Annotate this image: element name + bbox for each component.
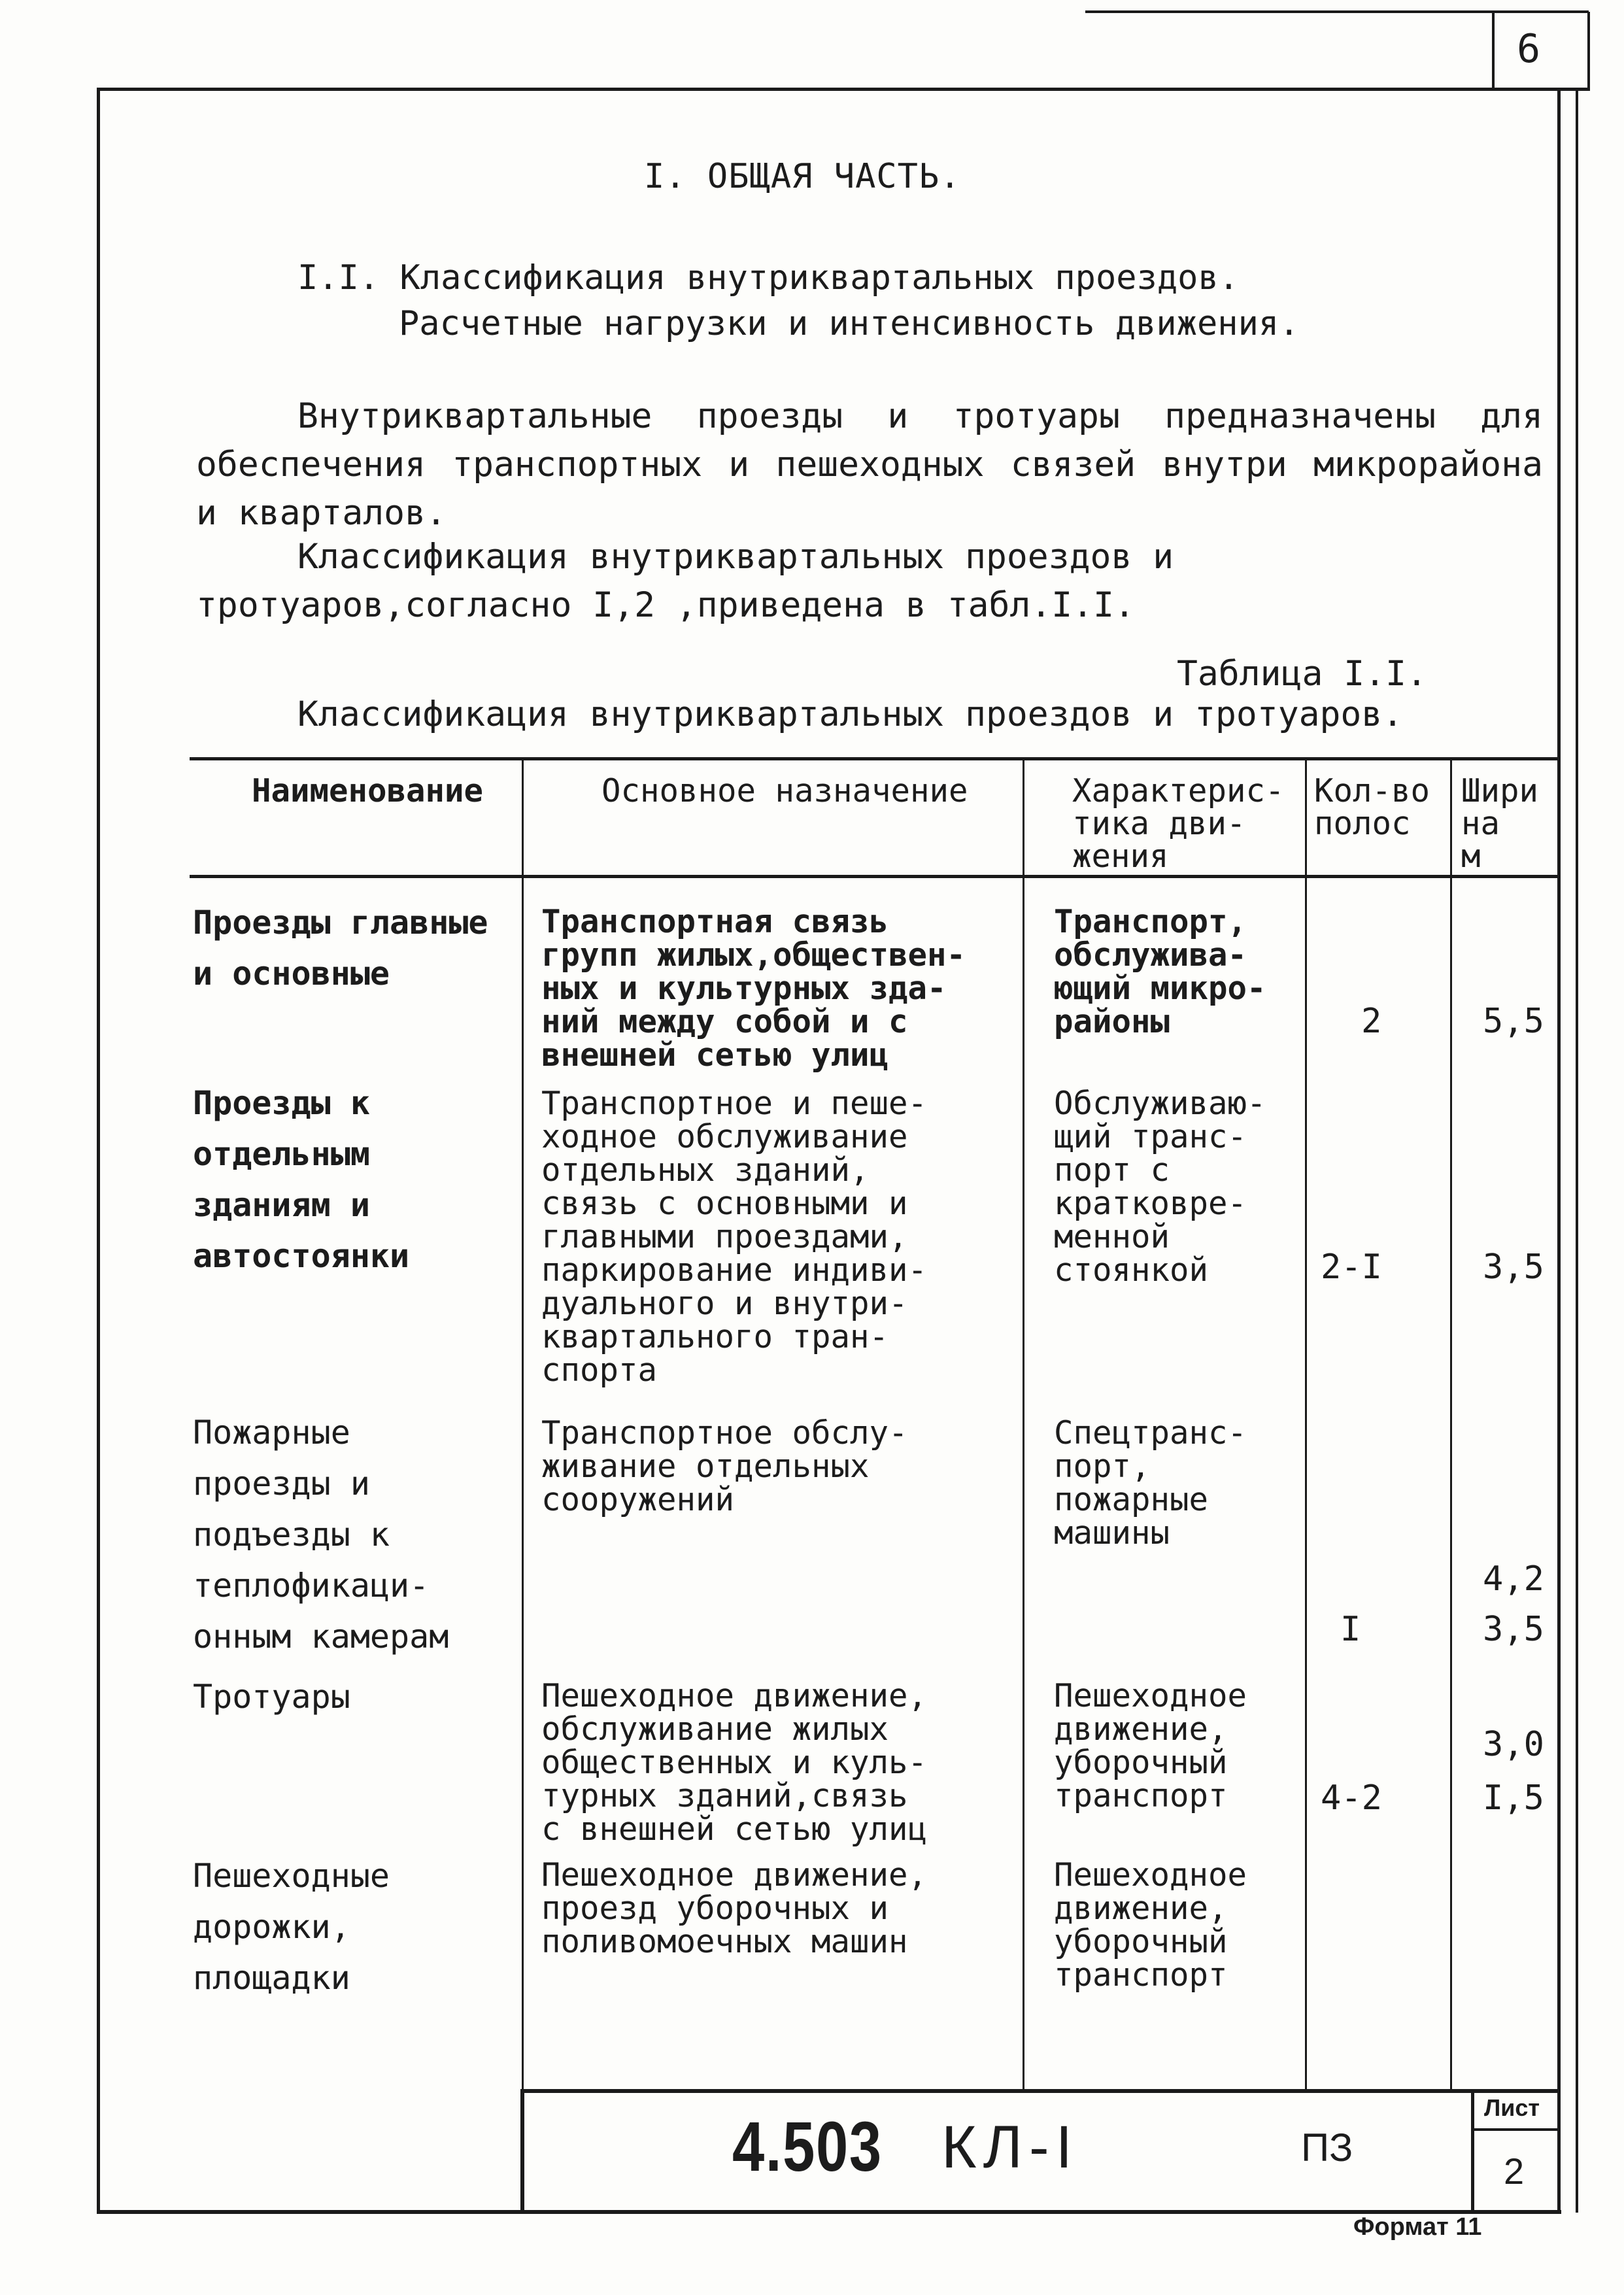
table-title: Классификация внутриквартальных проездов и тротуаров. bbox=[297, 694, 1404, 734]
table-label: Таблица I.I. bbox=[1177, 654, 1427, 694]
page-number-box-right bbox=[1587, 12, 1590, 90]
table-col-divider-2 bbox=[1023, 758, 1024, 2092]
header-purpose: Основное назначение bbox=[601, 772, 968, 809]
row4-purpose: Пешеходное движение, обслуживание жилых общественных и куль- турных зданий,связь с внешней сетью улиц bbox=[541, 1677, 928, 1848]
page-number-box-left bbox=[1492, 12, 1495, 90]
paragraph-1: Внутриквартальные проезды и тротуары предназначены для обеспечения транспортных и пешеходных связей внутри микрорайона и кварталов. bbox=[196, 396, 1543, 533]
row5-traffic: Пешеходное движение, уборочный транспорт bbox=[1054, 1856, 1247, 1994]
stamp-part: ПЗ bbox=[1301, 2126, 1353, 2169]
row5-name: Пешеходные дорожки, площадки bbox=[193, 1857, 390, 1997]
sheet-box-divider bbox=[1471, 2128, 1560, 2131]
row1-traffic: Транспорт, обслужива- ющий микро- районы bbox=[1054, 903, 1266, 1040]
table-header-rule bbox=[190, 875, 1560, 878]
page-number: 6 bbox=[1517, 26, 1541, 72]
header-traffic: Характерис- тика дви- жения bbox=[1072, 772, 1285, 875]
row2-purpose: Транспортное и пеше- ходное обслуживание отдельных зданий, связь с основными и главными проездами, паркирование индиви- дуального и внутри- квартального тран- спорта bbox=[541, 1085, 928, 1389]
stamp-doc: КЛ-I bbox=[941, 2114, 1079, 2181]
frame-top bbox=[97, 88, 1590, 91]
header-lanes: Кол-во полос bbox=[1314, 772, 1430, 842]
row3-purpose: Транспортное обслу- живание отдельных сооружений bbox=[541, 1414, 908, 1518]
sheet-number: 2 bbox=[1504, 2150, 1525, 2192]
header-name: Наименование bbox=[252, 772, 484, 809]
row5-purpose: Пешеходное движение, проезд уборочных и поливомоечных машин bbox=[541, 1856, 928, 1960]
format-label: Формат 11 bbox=[1353, 2213, 1482, 2241]
row3-width-a: 4,2 bbox=[1483, 1559, 1544, 1599]
row3-name: Пожарные проезды и подъезды к теплофикаци- онным камерам bbox=[193, 1414, 449, 1656]
subsection-title-line1: I.I. Классификация внутриквартальных проездов. bbox=[297, 258, 1240, 298]
table-col-divider-4 bbox=[1450, 758, 1452, 2092]
subsection-title-line2: Расчетные нагрузки и интенсивность движения. bbox=[399, 304, 1300, 343]
paragraph-2: Классификация внутриквартальных проездов и тротуаров,согласно I,2 ,приведена в табл.I.I. bbox=[196, 537, 1174, 625]
stamp-code: 4.503 bbox=[732, 2107, 883, 2186]
top-right-rule bbox=[1085, 10, 1589, 13]
stamp-top bbox=[520, 2089, 1560, 2093]
row4-width-a: 3,0 bbox=[1483, 1725, 1544, 1764]
subsection-title bbox=[297, 255, 1300, 347]
table-top-rule bbox=[190, 757, 1560, 760]
frame-right bbox=[1557, 88, 1561, 2213]
frame-right-outer bbox=[1576, 88, 1578, 2213]
row4-width-b: I,5 bbox=[1483, 1778, 1544, 1818]
sheet-label: Лист bbox=[1484, 2094, 1540, 2121]
row3-lanes: I bbox=[1340, 1610, 1361, 1649]
row2-width: 3,5 bbox=[1483, 1248, 1544, 1287]
frame-bottom bbox=[97, 2210, 1561, 2214]
row2-lanes: 2-I bbox=[1321, 1248, 1382, 1287]
stamp-left bbox=[520, 2089, 524, 2213]
row2-name: Проезды к отдельным зданиям и автостоянки bbox=[193, 1084, 410, 1275]
table-col-divider-1 bbox=[522, 758, 524, 2092]
row1-purpose: Транспортная связь групп жилых,обществен- ных и культурных зда- ний между собой и с внешней сетью улиц bbox=[541, 903, 966, 1074]
row3-width-b: 3,5 bbox=[1483, 1610, 1544, 1649]
header-width: Шири на м bbox=[1461, 772, 1539, 875]
row1-lanes: 2 bbox=[1361, 1002, 1382, 1041]
row3-traffic: Спецтранс- порт, пожарные машины bbox=[1054, 1414, 1247, 1552]
table-col-divider-3 bbox=[1305, 758, 1307, 2092]
row2-traffic: Обслуживаю- щий транс- порт с кратковре- менной стоянкой bbox=[1054, 1085, 1266, 1289]
row1-name: Проезды главные и основные bbox=[193, 904, 488, 993]
row1-width: 5,5 bbox=[1483, 1002, 1544, 1041]
row4-lanes: 4-2 bbox=[1321, 1778, 1382, 1818]
row4-name: Тротуары bbox=[193, 1678, 350, 1716]
section-title: I. ОБЩАЯ ЧАСТЬ. bbox=[644, 157, 961, 196]
frame-left bbox=[97, 88, 100, 2213]
sheet-box-left bbox=[1471, 2089, 1474, 2213]
row4-traffic: Пешеходное движение, уборочный транспорт bbox=[1054, 1677, 1247, 1814]
